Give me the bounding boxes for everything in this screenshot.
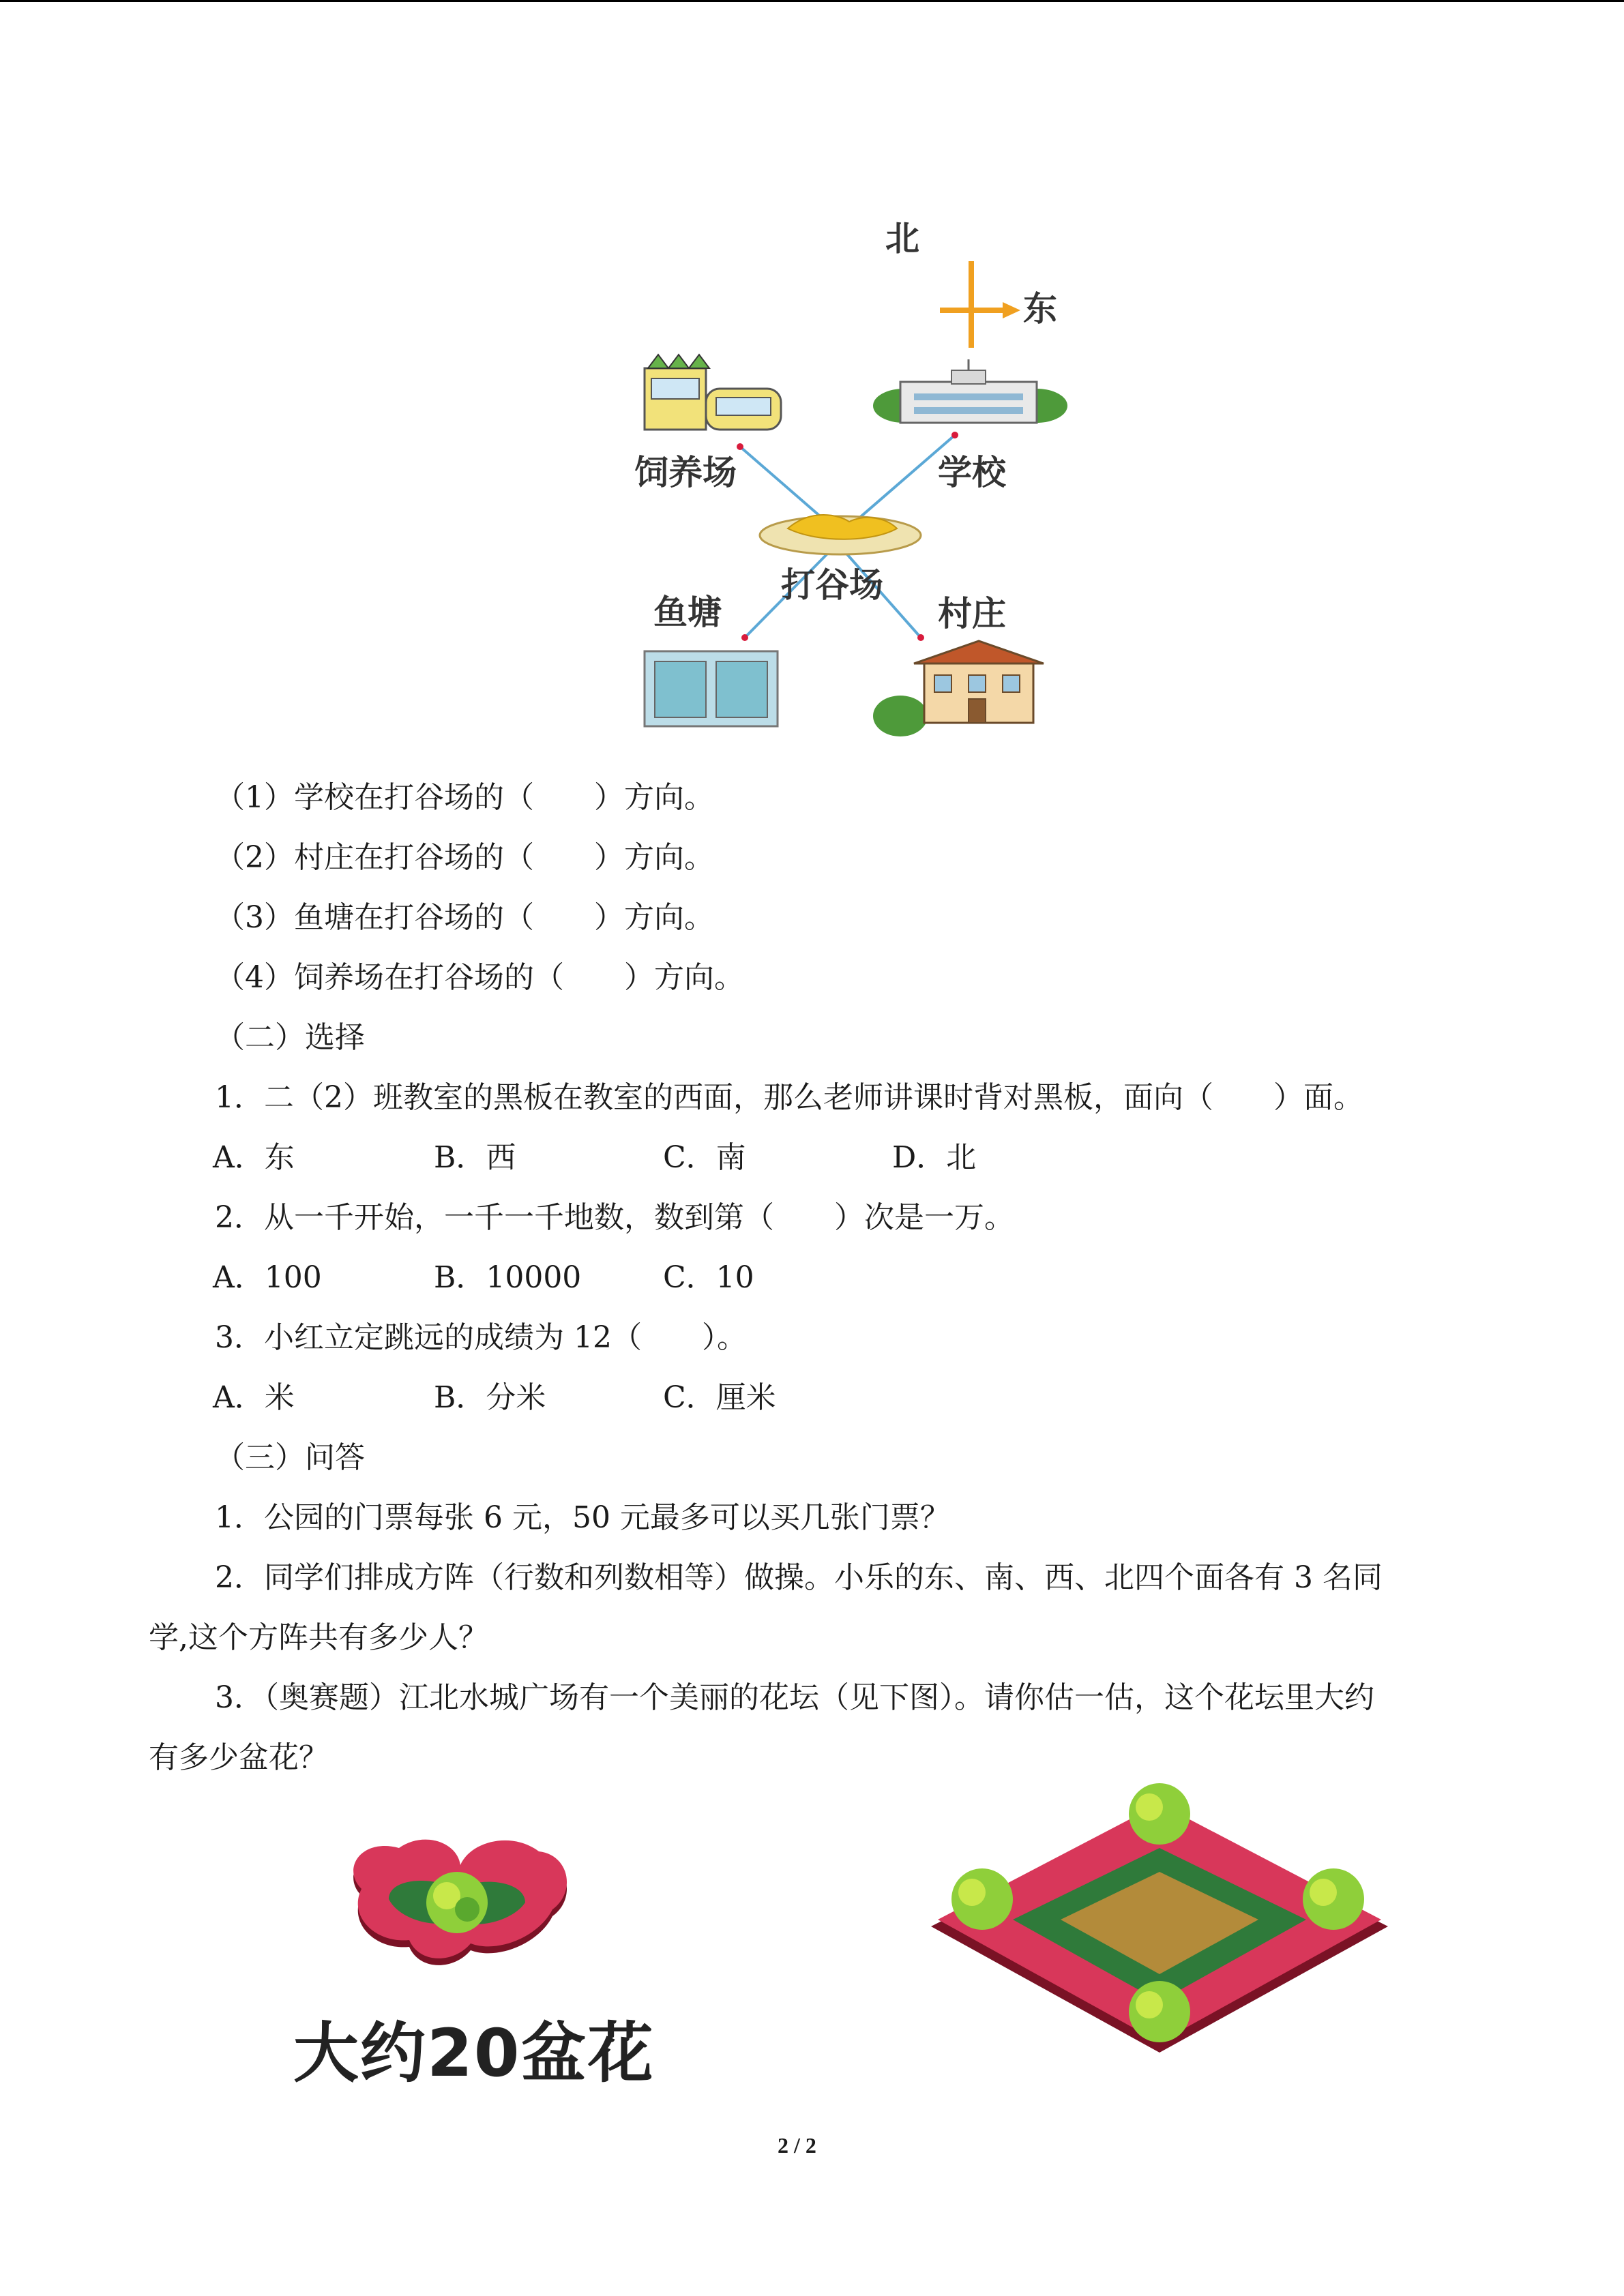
- section-choice-title: （二）选择: [215, 1020, 365, 1055]
- q3-option-c: C．厘米: [663, 1380, 776, 1415]
- section-qa-title: （三）问答: [215, 1440, 365, 1475]
- q1-option-d: D．北: [892, 1140, 977, 1175]
- threshing-ground-icon: [760, 515, 921, 554]
- q1-option-a: A．东: [213, 1140, 295, 1175]
- q1-option-b: B．西: [434, 1140, 516, 1175]
- choice-question-1: 1．二（2）班教室的黑板在教室的西面，那么老师讲课时背对黑板，面向（ ）面。: [215, 1080, 1363, 1115]
- fill-question-1: （1）学校在打谷场的（ ）方向。: [215, 780, 714, 815]
- qa-question-1: 1．公园的门票每张 6 元，50 元最多可以买几张门票？: [215, 1500, 950, 1535]
- large-flower-bed-image: [924, 1783, 1395, 2076]
- farm-building-icon: [645, 355, 781, 430]
- school-building-icon: [873, 359, 1067, 423]
- page-number: 2 / 2: [778, 2133, 816, 2158]
- fish-pond-icon: [645, 651, 778, 726]
- qa-question-3-line2: 有多少盆花？: [149, 1740, 329, 1775]
- label-threshing: 打谷场: [781, 565, 883, 605]
- qa-question-2-line1: 2．同学们排成方阵（行数和列数相等）做操。小乐的东、南、西、北四个面各有 3 名同: [215, 1560, 1383, 1595]
- q1-option-c: C．南: [663, 1140, 746, 1175]
- q2-option-b: B．10000: [434, 1260, 582, 1295]
- compass-arrow-icon: [1003, 302, 1020, 318]
- q2-option-c: C．10: [663, 1260, 754, 1295]
- small-flower-bed-image: [334, 1834, 580, 1991]
- compass-east-label: 东: [1023, 289, 1057, 329]
- fill-question-2: （2）村庄在打谷场的（ ）方向。: [215, 840, 714, 875]
- q3-option-b: B．分米: [434, 1380, 546, 1415]
- label-village: 村庄: [938, 594, 1006, 633]
- label-farm: 饲养场: [634, 453, 737, 492]
- fill-question-4: （4）饲养场在打谷场的（ ）方向。: [215, 960, 744, 995]
- fill-question-3: （3）鱼塘在打谷场的（ ）方向。: [215, 900, 714, 935]
- choice-question-2: 2．从一千开始，一千一千地数，数到第（ ）次是一万。: [215, 1200, 1014, 1235]
- direction-map: [614, 208, 1078, 740]
- label-school: 学校: [938, 453, 1006, 492]
- q2-option-a: A．100: [213, 1260, 322, 1295]
- compass-north-label: 北: [885, 219, 919, 258]
- choice-question-3: 3．小红立定跳远的成绩为 12（ ）。: [215, 1320, 747, 1355]
- q3-option-a: A．米: [213, 1380, 295, 1415]
- top-border: [0, 0, 1624, 2]
- qa-question-2-line2: 学,这个方阵共有多少人？: [149, 1620, 488, 1655]
- label-pond: 鱼塘: [653, 593, 722, 632]
- qa-question-3-line1: 3．（奥赛题）江北水城广场有一个美丽的花坛（见下图）。请你估一估，这个花坛里大约: [215, 1680, 1374, 1715]
- flower-estimate-caption: 大约20盆花: [293, 2015, 655, 2091]
- village-house-icon: [873, 641, 1044, 736]
